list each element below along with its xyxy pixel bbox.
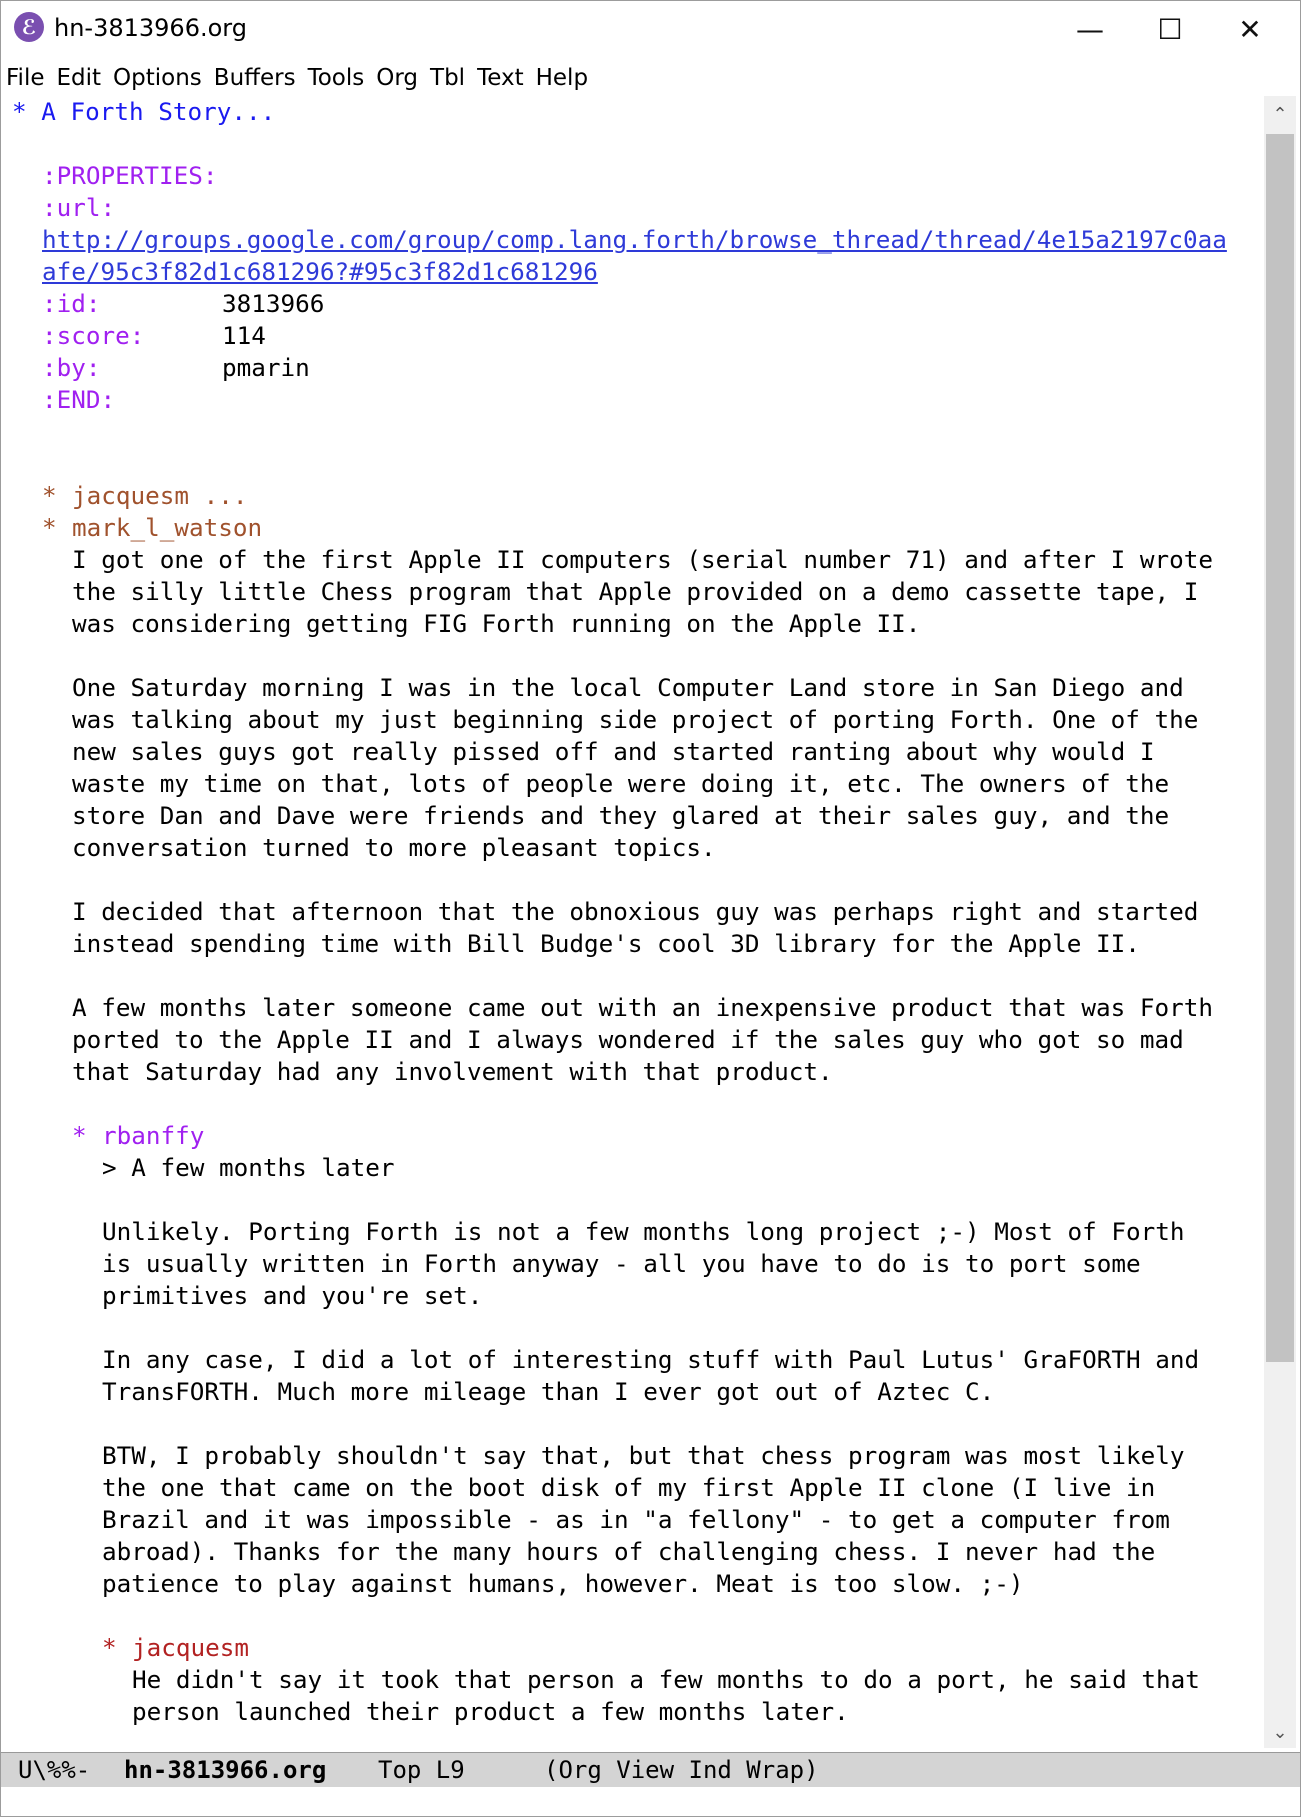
property-by-key: :by:: [42, 353, 101, 382]
menu-bar: [0, 60, 1301, 96]
menu-edit[interactable]: Edit: [56, 65, 102, 91]
property-url-link-cont[interactable]: afe/95c3f82d1c681296?#95c3f82d1c681296: [42, 257, 598, 286]
comment-line: store Dan and Dave were friends and they glared at their sales guy, and the: [72, 801, 1170, 830]
comment-author-jacquesm[interactable]: jacquesm ...: [72, 481, 248, 510]
close-button[interactable]: ✕: [1238, 13, 1262, 46]
minibuffer[interactable]: [0, 1788, 1301, 1817]
comment-line: patience to play against humans, however. Meat is too slow. ;-): [102, 1569, 1024, 1598]
emacs-icon: ℰ: [14, 12, 44, 42]
modeline-position: Top L9: [378, 1756, 465, 1784]
comment-line: the one that came on the boot disk of my first Apple II clone (I live in: [102, 1473, 1156, 1502]
properties-start: :PROPERTIES:: [42, 161, 218, 190]
chevron-up-icon[interactable]: ⌃: [1272, 104, 1288, 125]
comment-line: A few months later someone came out with an inexpensive product that was Forth: [72, 993, 1213, 1022]
property-url-link[interactable]: http://groups.google.com/group/comp.lang.forth/browse_thread/thread/4e15a2197c0aa: [42, 225, 1227, 254]
comment-line: was talking about my just beginning side project of porting Forth. One of the: [72, 705, 1199, 734]
comment-line: abroad). Thanks for the many hours of challenging chess. I never had the: [102, 1537, 1156, 1566]
comment-line: person launched their product a few months later.: [132, 1697, 849, 1726]
mode-line: [0, 1752, 1301, 1787]
comment-star[interactable]: *: [42, 513, 57, 542]
buffer-text[interactable]: [8, 96, 1253, 1748]
comment-author-mark-l-watson[interactable]: mark_l_watson: [72, 513, 263, 542]
menu-options[interactable]: Options: [113, 65, 202, 91]
maximize-button[interactable]: ☐: [1157, 13, 1183, 46]
comment-line: One Saturday morning I was in the local Computer Land store in San Diego and: [72, 673, 1184, 702]
property-id-key: :id:: [42, 289, 101, 318]
menu-text[interactable]: Text: [477, 65, 524, 91]
comment-line: BTW, I probably shouldn't say that, but that chess program was most likely: [102, 1441, 1185, 1470]
comment-line: primitives and you're set.: [102, 1281, 483, 1310]
comment-star[interactable]: *: [42, 481, 57, 510]
comment-star[interactable]: *: [72, 1121, 87, 1150]
comment-author-rbanffy[interactable]: rbanffy: [102, 1121, 205, 1150]
modeline-status: U\%%-: [18, 1756, 91, 1784]
comment-line: was considering getting FIG Forth running on the Apple II.: [72, 609, 921, 638]
comment-line: Brazil and it was impossible - as in "a fellony" - to get a computer from: [102, 1505, 1170, 1534]
comment-line: In any case, I did a lot of interesting stuff with Paul Lutus' GraFORTH and: [102, 1345, 1200, 1374]
menu-tools[interactable]: Tools: [307, 65, 365, 91]
comment-line: is usually written in Forth anyway - all you have to do is to port some: [102, 1249, 1141, 1278]
menu-buffers[interactable]: Buffers: [213, 65, 296, 91]
modeline-buffer-name[interactable]: hn-3813966.org: [124, 1756, 327, 1784]
properties-end: :END:: [42, 385, 116, 414]
comment-line: I got one of the first Apple II computers (serial number 71) and after I wrote: [72, 545, 1213, 574]
comment-line: He didn't say it took that person a few months to do a port, he said that: [132, 1665, 1200, 1694]
comment-line: ported to the Apple II and I always wondered if the sales guy who got so mad: [72, 1025, 1184, 1054]
comment-line: Unlikely. Porting Forth is not a few months long project ;-) Most of Forth: [102, 1217, 1185, 1246]
comment-line: waste my time on that, lots of people were doing it, etc. The owners of the: [72, 769, 1170, 798]
comment-star[interactable]: *: [102, 1633, 117, 1662]
modeline-modes[interactable]: (Org View Ind Wrap): [544, 1756, 819, 1784]
comment-line: the silly little Chess program that Apple provided on a demo cassette tape, I: [72, 577, 1199, 606]
menu-file[interactable]: File: [6, 65, 45, 91]
menu-tbl[interactable]: Tbl: [430, 65, 466, 91]
comment-line: I decided that afternoon that the obnoxious guy was perhaps right and started: [72, 897, 1199, 926]
property-id-value: 3813966: [222, 289, 325, 318]
menu-help[interactable]: Help: [535, 65, 589, 91]
scrollbar-thumb[interactable]: [1266, 134, 1294, 1362]
comment-line: instead spending time with Bill Budge's cool 3D library for the Apple II.: [72, 929, 1140, 958]
comment-line: new sales guys got really pissed off and started ranting about why would I: [72, 737, 1155, 766]
window-title: hn-3813966.org: [54, 14, 247, 42]
property-score-key: :score:: [42, 321, 145, 350]
property-url-key: :url:: [42, 193, 116, 222]
menu-org[interactable]: Org: [376, 65, 419, 91]
title-bar: [0, 0, 1301, 60]
property-by-value: pmarin: [222, 353, 310, 382]
comment-line: > A few months later: [102, 1153, 395, 1182]
chevron-down-icon[interactable]: ⌄: [1272, 1722, 1288, 1743]
comment-line: conversation turned to more pleasant topics.: [72, 833, 716, 862]
comment-line: TransFORTH. Much more mileage than I ever got out of Aztec C.: [102, 1377, 995, 1406]
comment-author-jacquesm[interactable]: jacquesm: [132, 1633, 250, 1662]
comment-line: that Saturday had any involvement with that product.: [72, 1057, 833, 1086]
org-heading-title[interactable]: * A Forth Story...: [12, 97, 276, 126]
property-score-value: 114: [222, 321, 266, 350]
minimize-button[interactable]: —: [1076, 13, 1104, 46]
